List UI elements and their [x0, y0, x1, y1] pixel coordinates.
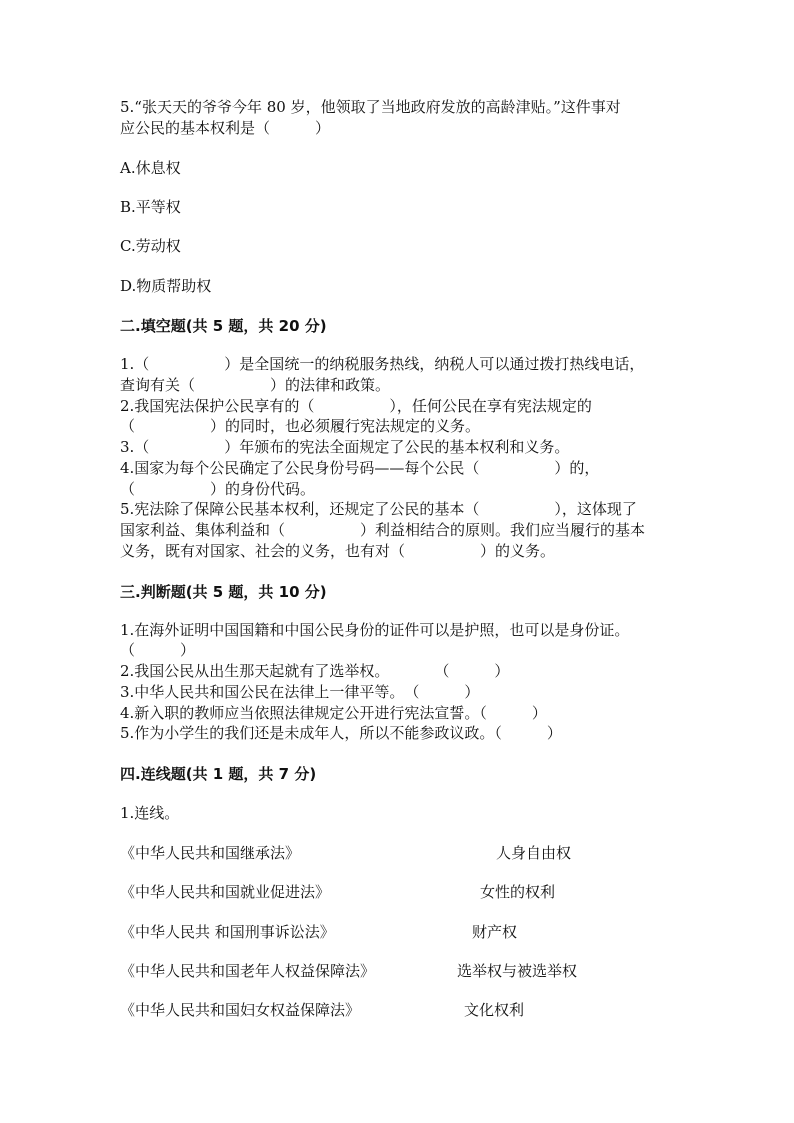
section-heading-fill-blank: 二.填空题(共 5 题，共 20 分) [120, 317, 327, 335]
true-false-line: 5.作为小学生的我们还是未成年人，所以不能参政议政。（ ） [120, 724, 562, 742]
q5-option-a: A.休息权 [120, 159, 181, 177]
matching-left-item: 《中华人民共和国就业促进法》 [120, 883, 331, 901]
q5-option-b: B.平等权 [120, 198, 181, 216]
true-false-line: 2.我国公民从出生那天起就有了选举权。 （ ） [120, 662, 510, 680]
matching-right-item: 女性的权利 [480, 883, 556, 901]
fill-blank-line: 3.（ ）年颁布的宪法全面规定了公民的基本权利和义务。 [120, 438, 570, 456]
fill-blank-line: （ ）的同时，也必须履行宪法规定的义务。 [120, 417, 481, 435]
q5-stem-line2: 应公民的基本权利是（ ） [120, 119, 331, 137]
q5-option-d: D.物质帮助权 [120, 277, 212, 295]
matching-left-item: 《中华人民共 和国刑事诉讼法》 [120, 923, 335, 941]
matching-left-item: 《中华人民共和国继承法》 [120, 844, 301, 862]
true-false-line: （ ） [120, 641, 196, 659]
fill-blank-line: 1.（ ）是全国统一的纳税服务热线，纳税人可以通过拨打热线电话， [120, 355, 645, 373]
q5-stem-line1: 5.“张天天的爷爷今年 80 岁，他领取了当地政府发放的高龄津贴。”这件事对 [120, 98, 621, 116]
true-false-line: 4.新入职的教师应当依照法律规定公开进行宪法宣誓。（ ） [120, 704, 547, 722]
true-false-line: 3.中华人民共和国公民在法律上一律平等。 （ ） [120, 683, 480, 701]
matching-right-item: 选举权与被选举权 [457, 962, 578, 980]
matching-left-item: 《中华人民共和国老年人权益保障法》 [120, 962, 376, 980]
matching-left-item: 《中华人民共和国妇女权益保障法》 [120, 1001, 361, 1019]
matching-right-item: 财产权 [472, 923, 518, 941]
matching-question: 1.连线。 [120, 804, 180, 822]
fill-blank-line: 4.国家为每个公民确定了公民身份号码——每个公民（ ）的， [120, 459, 600, 477]
fill-blank-line: 5.宪法除了保障公民基本权利，还规定了公民的基本（ ），这体现了 [120, 500, 637, 518]
fill-blank-line: （ ）的身份代码。 [120, 480, 316, 498]
section-heading-matching: 四.连线题(共 1 题，共 7 分) [120, 765, 317, 783]
fill-blank-line: 义务，既有对国家、社会的义务，也有对（ ）的义务。 [120, 542, 556, 560]
matching-right-item: 文化权利 [464, 1001, 525, 1019]
fill-blank-line: 国家利益、集体利益和（ ）利益相结合的原则。我们应当履行的基本 [120, 521, 646, 539]
fill-blank-line: 查询有关（ ）的法律和政策。 [120, 376, 391, 394]
matching-right-item: 人身自由权 [496, 844, 572, 862]
true-false-line: 1.在海外证明中国国籍和中国公民身份的证件可以是护照，也可以是身份证。 [120, 621, 630, 639]
section-heading-true-false: 三.判断题(共 5 题，共 10 分) [120, 583, 327, 601]
fill-blank-line: 2.我国宪法保护公民享有的（ ），任何公民在享有宪法规定的 [120, 397, 592, 415]
q5-option-c: C.劳动权 [120, 237, 181, 255]
